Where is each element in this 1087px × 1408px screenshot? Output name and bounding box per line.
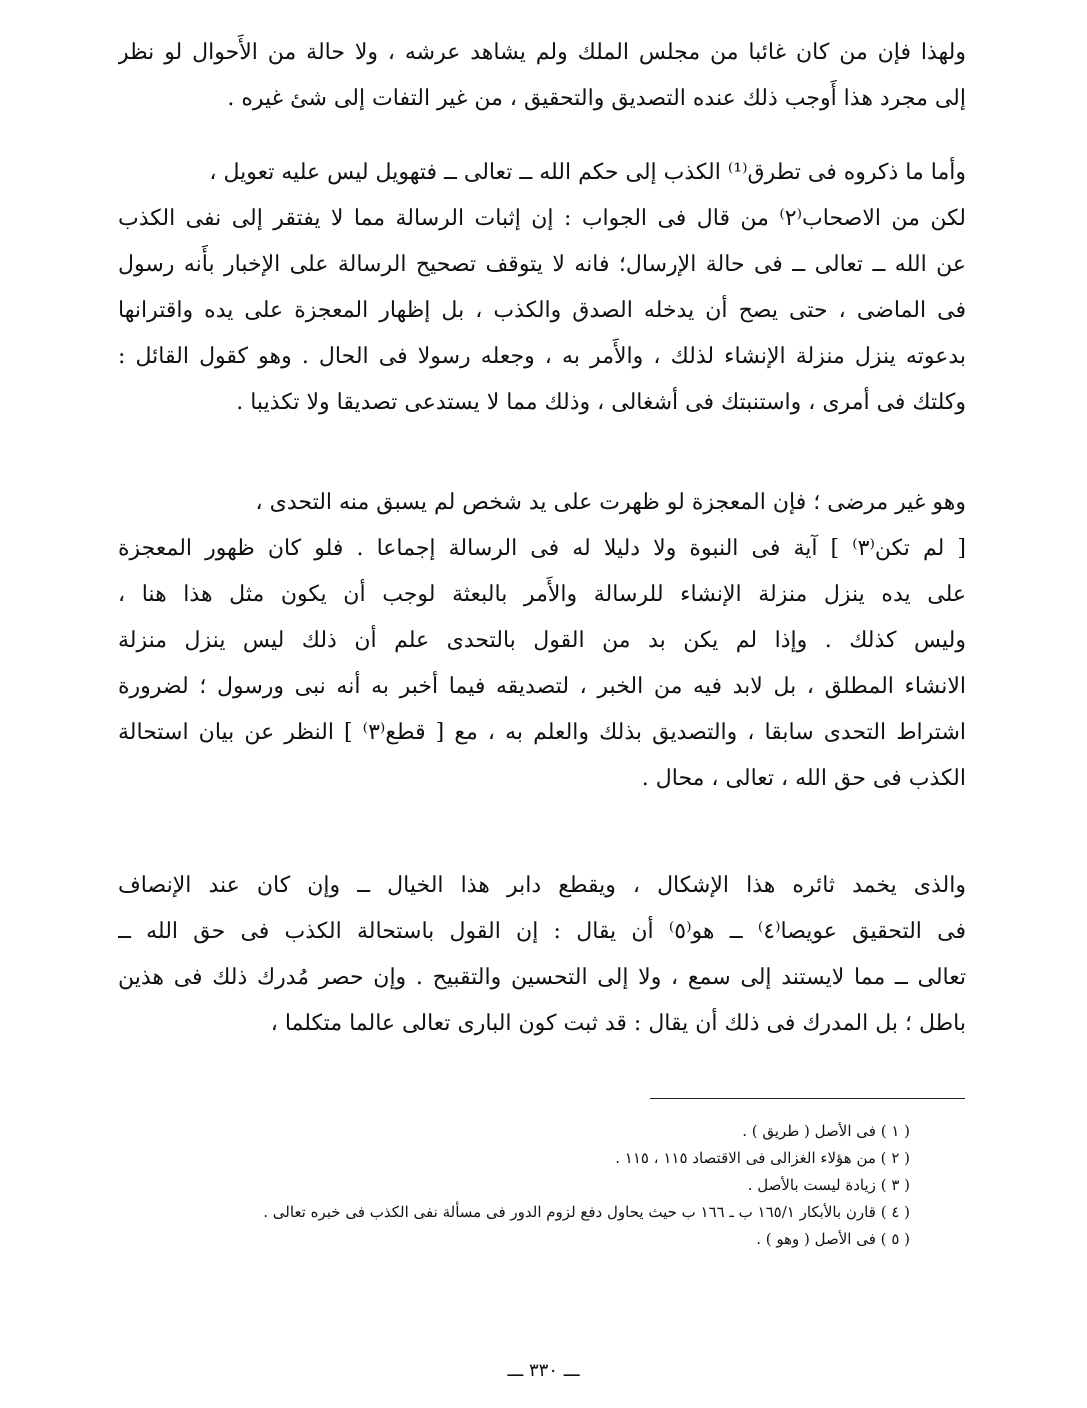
footnotes-list (150, 1118, 910, 1253)
footnote-5: ( ٥ ) فى الأصل ( وهو ) . (756, 1230, 910, 1248)
text-line: الكذب فى حق الله ، تعالى ، محال . (641, 766, 966, 791)
text-line: باطل ؛ بل المدرك فى ذلك أن يقال : قد ثبت كون البارى تعالى عالما متكلما ، (270, 1011, 966, 1036)
paragraph-2 (118, 150, 966, 426)
paragraph-3 (118, 480, 966, 802)
text-line: وليس كذلك . وإذا لم يكن بد من القول بالتحدى علم أن ذلك ليس ينزل منزلة (118, 628, 966, 653)
footnote-4: ( ٤ ) قارن بالأبكار ١٦٥/١ ب ـ ١٦٦ ب حيث يحاول دفع لزوم الدور فى مسألة نفى الكذب فى خبره تعالى . (263, 1203, 910, 1221)
paragraph-1 (118, 30, 966, 122)
text-line: إلى مجرد هذا أَوجب ذلك عنده التصديق والتحقيق ، من غير التفات إلى شئ غيره . (227, 86, 966, 111)
text-line: ولهذا فإن من كان غائبا من مجلس الملك ولم يشاهد عرشه ، ولا حالة من الأَحوال لو نظر (118, 40, 966, 65)
text-line: عن الله ــ تعالى ــ فى حالة الإرسال؛ فانه لا يتوقف تصحيح الرسالة على الإخبار بأَنه رسول (118, 252, 966, 277)
text-line: الانشاء المطلق ، بل لابد فيه من الخبر ، لتصديقه فيما أخبر به أنه نبى ورسول ؛ لضرورة (118, 674, 966, 699)
text-line: [ لم تكن⁽٣⁾ ] آية فى النبوة ولا دليلا له فى الرسالة إجماعا . فلو كان ظهور المعجزة (118, 536, 966, 561)
text-line: على يده ينزل منزلة الإنشاء للرسالة والأَمر بالبعثة لوجب أن يكون مثل هذا هنا ، (118, 582, 966, 607)
footnote-2: ( ٢ ) من هؤلاء الغزالى فى الاقتصاد ١١٥ ، ١١٥ . (615, 1149, 910, 1167)
text-line: والذى يخمد ثائره هذا الإشكال ، ويقطع دابر هذا الخيال ــ وإن كان عند الإنصاف (118, 873, 966, 898)
text-line: تعالى ــ مما لايستند إلى سمع ، ولا إلى التحسين والتقبيح . وإن حصر مُدرك ذلك فى هذين (118, 965, 966, 990)
text-line: فى الماضى ، حتى يصح أن يدخله الصدق والكذب ، بل إظهار المعجزة على يده واقترانها (118, 298, 966, 323)
footnote-divider (650, 1098, 965, 1099)
footnote-3: ( ٣ ) زيادة ليست بالأصل . (747, 1176, 910, 1194)
text-line: فى التحقيق عويصا⁽٤⁾ ــ هو⁽٥⁾ أن يقال : إن القول باستحالة الكذب فى حق الله ــ (118, 919, 966, 944)
text-line: بدعوته ينزل منزلة الإنشاء لذلك ، والأَمر به ، وجعله رسولا فى الحال . وهو كقول القائل : (118, 344, 966, 369)
footnote-1: ( ١ ) فى الأصل ( طريق ) . (742, 1122, 910, 1140)
text-line: وهو غير مرضى ؛ فإن المعجزة لو ظهرت على يد شخص لم يسبق منه التحدى ، (255, 490, 966, 515)
paragraph-4 (118, 863, 966, 1047)
page-number: ـــ ٣٣٠ ـــ (507, 1360, 580, 1381)
text-line: لكن من الاصحاب⁽٢⁾ من قال فى الجواب : إن إثبات الرسالة مما لا يفتقر إلى نفى الكذب (118, 206, 966, 231)
text-line: وكلتك فى أمرى ، واستنبتك فى أشغالى ، وذلك مما لا يستدعى تصديقا ولا تكذيبا . (236, 390, 966, 415)
text-line: وأما ما ذكروه فى تطرق⁽¹⁾ الكذب إلى حكم الله ــ تعالى ــ فتهويل ليس عليه تعويل ، (209, 160, 966, 185)
text-line: اشتراط التحدى سابقا ، والتصديق بذلك والعلم به ، مع [ قطع⁽٣⁾ ] النظر عن بيان استحالة (118, 720, 966, 745)
